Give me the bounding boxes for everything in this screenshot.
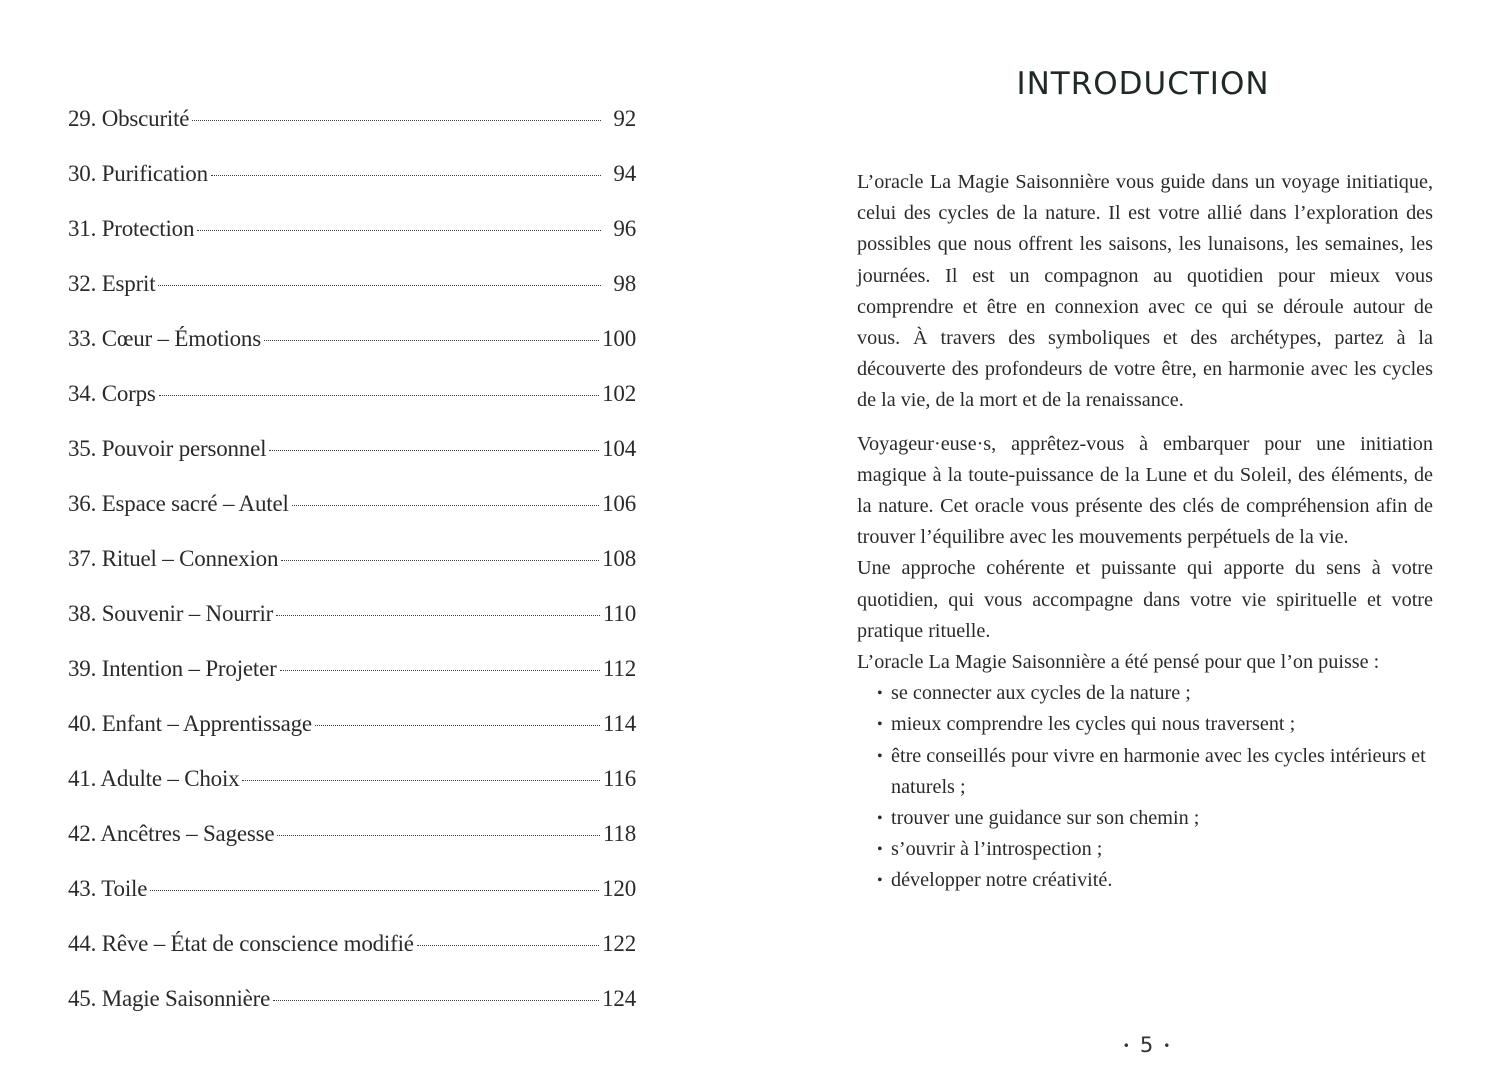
toc-dot-leader [264,340,599,341]
toc-entry-title: 36. Espace sacré – Autel [68,491,289,516]
toc-entry-page: 120 [602,876,636,901]
page-number: 5 [1139,1033,1154,1057]
toc-entry[interactable] [68,491,636,546]
bullet-icon: • [877,810,883,828]
toc-entry[interactable] [68,711,636,766]
intro-body [857,167,1433,897]
intro-bullet-item [877,678,1433,709]
toc-dot-leader [315,725,600,726]
toc-dot-leader [159,395,599,396]
intro-bullet-item [877,741,1433,803]
toc-entry[interactable] [68,821,636,876]
toc-dot-leader [280,670,600,671]
toc-dot-leader [292,505,599,506]
toc-entry-title: 33. Cœur – Émotions [68,326,261,351]
toc-dot-leader [281,560,599,561]
toc-entry[interactable] [68,106,636,161]
toc-entry-page: 100 [602,326,636,351]
toc-entry-title: 34. Corps [68,381,156,406]
toc-entry-page: 110 [602,601,636,626]
toc-entry-title: 32. Esprit [68,271,156,296]
intro-bullet-text: mieux comprendre les cycles qui nous traversent ; [891,713,1296,736]
toc-entry-title: 45. Magie Saisonnière [68,986,271,1011]
toc-entry[interactable] [68,161,636,216]
toc-entry-page: 112 [602,656,636,681]
toc-entry[interactable] [68,271,636,326]
toc-dot-leader [158,285,601,286]
toc-entry[interactable] [68,986,636,1041]
toc-dot-leader [192,120,601,121]
intro-paragraph: Voyageur·euse·s, apprêtez-vous à embarquer pour une initiation magique à la toute-puissance de la Lune et du Soleil, des éléments, de la nature. Cet oracle vous présente des clés de compréhension afin de trouver l’équilibre avec les mouvements perpétuels de la vie. [857,432,1433,549]
toc-entry[interactable] [68,656,636,711]
toc-entry-page: 106 [602,491,636,516]
toc-entry-page: 124 [602,986,636,1011]
intro-paragraph: Une approche cohérente et puissante qui apporte du sens à votre quotidien, qui vous accompagne dans votre vie spirituelle et votre pratique rituelle. [857,557,1433,642]
bullet-icon: • [877,685,883,703]
toc-entry-title: 40. Enfant – Apprentissage [68,711,312,736]
toc-entry[interactable] [68,216,636,271]
intro-bullet-item [877,865,1433,896]
toc-entry-title: 38. Souvenir – Nourrir [68,601,274,626]
page-number-footer [750,1033,1500,1057]
bullet-icon: • [877,872,883,890]
intro-bullet-text: trouver une guidance sur son chemin ; [891,807,1200,830]
toc-entry-page: 108 [602,546,636,571]
toc-dot-leader [417,945,599,946]
toc-entry[interactable] [68,381,636,436]
bullet-icon: • [877,841,883,859]
toc-dot-leader [211,175,601,176]
toc-entry-title: 29. Obscurité [68,106,190,131]
toc-entry-page: 92 [613,106,636,131]
toc-dot-leader [269,450,599,451]
bullet-icon: • [877,747,883,765]
toc-entry-title: 44. Rêve – État de conscience modifié [68,931,414,956]
right-page-introduction [750,0,1500,1091]
toc-entry-title: 41. Adulte – Choix [68,766,240,791]
toc-entry-title: 31. Protection [68,216,195,241]
intro-bullet-text: être conseillés pour vivre en harmonie avec les cycles intérieurs et naturels ; [891,744,1426,798]
toc-entry[interactable] [68,601,636,656]
toc-entry-page: 122 [602,931,636,956]
toc-entry-title: 35. Pouvoir personnel [68,436,267,461]
toc-dot-leader [197,230,601,231]
toc-entry-title: 37. Rituel – Connexion [68,546,279,571]
intro-bullet-text: s’ouvrir à l’introspection ; [891,838,1103,861]
toc-entry[interactable] [68,931,636,986]
toc-entry-page: 102 [602,381,636,406]
toc-entry-page: 98 [613,271,636,296]
toc-entry-page: 104 [602,436,636,461]
toc-dot-leader [242,780,599,781]
intro-paragraph: L’oracle La Magie Saisonnière vous guide dans un voyage initiatique, celui des cycles de la nature. Il est votre allié dans l’exploration des possibles que nous offrent les saisons, les lunaisons, les semaines, les journées. Il est un compagnon au quotidien pour mieux vous comprendre et être en connexion avec ce qui se déroule autour de vous. À travers des symboliques et des archétypes, partez à la découverte des profondeurs de votre être, en harmonie avec les cycles de la vie, de la mort et de la renaissance. [857,171,1433,412]
toc-entry-page: 118 [602,821,636,846]
toc-dot-leader [150,890,599,891]
intro-bullet-item [877,709,1433,740]
intro-bullet-item [877,803,1433,834]
toc-entry-page: 96 [613,216,636,241]
bullet-icon: • [877,716,883,734]
toc-entry-title: 30. Purification [68,161,208,186]
ornament-dot-icon: • [1163,1039,1171,1053]
intro-title: INTRODUCTION [1016,66,1270,102]
toc-dot-leader [277,835,600,836]
toc-dot-leader [273,1000,599,1001]
toc-entry-title: 39. Intention – Projeter [68,656,277,681]
intro-bullet-text: se connecter aux cycles de la nature ; [891,682,1191,705]
ornament-dot-icon: • [1122,1039,1130,1053]
intro-paragraph: L’oracle La Magie Saisonnière a été pensé pour que l’on puisse : [857,651,1380,674]
toc-entry[interactable] [68,876,636,931]
toc-entry-page: 116 [602,766,636,791]
intro-bullet-list [857,678,1433,896]
toc-entry-title: 43. Toile [68,876,148,901]
toc-list [68,106,636,1041]
intro-bullet-text: développer notre créativité. [891,869,1113,892]
toc-entry-title: 42. Ancêtres – Sagesse [68,821,275,846]
toc-entry-page: 114 [602,711,636,736]
toc-entry[interactable] [68,546,636,601]
toc-entry[interactable] [68,436,636,491]
toc-entry[interactable] [68,766,636,821]
toc-entry-page: 94 [613,161,636,186]
intro-bullet-item [877,834,1433,865]
toc-entry[interactable] [68,326,636,381]
toc-dot-leader [276,615,600,616]
